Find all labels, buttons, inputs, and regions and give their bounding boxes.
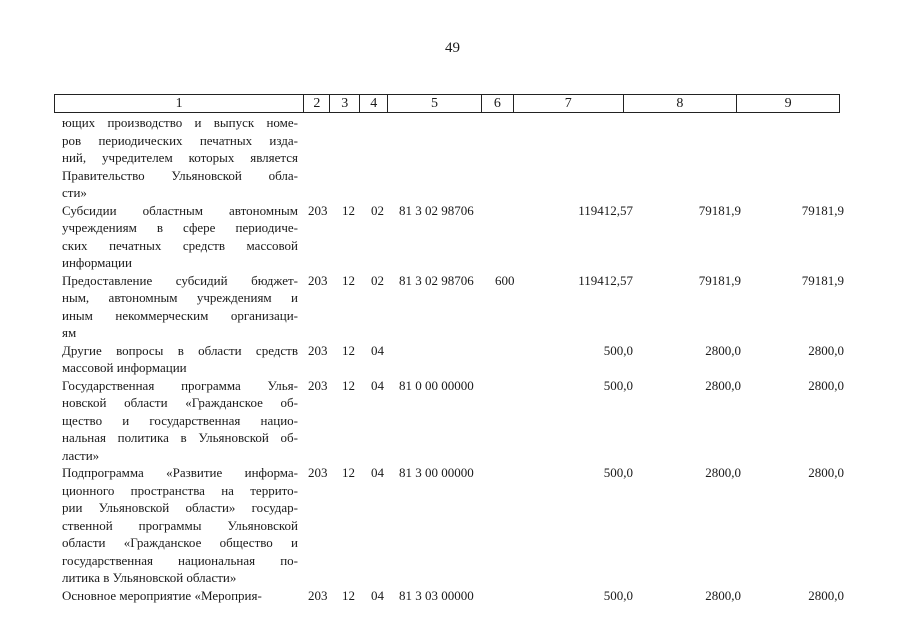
row-subsection: 04 xyxy=(371,377,384,393)
row-name-line: рии Ульяновской области» государ- xyxy=(62,500,298,515)
row-name-line: учреждениям в сфере периодиче- xyxy=(62,220,298,235)
row-sum-2: 2800,0 xyxy=(705,465,741,480)
header-col-1: 1 xyxy=(55,95,304,112)
row-name-line: ских печатных средств массовой xyxy=(62,237,298,253)
row-name-line: ям xyxy=(62,325,77,340)
row-name xyxy=(62,342,308,377)
table-row xyxy=(62,587,852,605)
row-name-line: информации xyxy=(62,255,132,270)
row-subsection: 04 xyxy=(371,465,384,480)
row-name xyxy=(62,464,308,587)
row-name xyxy=(62,587,308,605)
row-sum-2: 79181,9 xyxy=(698,272,741,288)
row-name-line: Предоставление субсидий бюджет- xyxy=(62,272,298,288)
row-name-line: Другие вопросы в области средств xyxy=(62,342,298,358)
row-name xyxy=(62,272,308,342)
row-name-line: Правительство Ульяновской обла- xyxy=(62,167,298,183)
row-name-line: Основное мероприятие «Мероприя- xyxy=(62,587,262,603)
header-col-7: 7 xyxy=(514,95,624,112)
row-grbs: 203 xyxy=(308,202,328,218)
header-col-9: 9 xyxy=(784,96,792,111)
row-name-line: массовой информации xyxy=(62,360,187,375)
row-name-line: ров периодических печатных изда- xyxy=(62,132,298,148)
row-name-line: нальная политика в Ульяновской об- xyxy=(62,430,298,445)
row-section: 12 xyxy=(342,587,355,603)
header-col-2: 2 xyxy=(304,95,330,112)
header-col-6: 6 xyxy=(482,95,514,112)
row-section: 12 xyxy=(342,465,355,480)
row-name xyxy=(62,202,308,272)
row-sum-1: 119412,57 xyxy=(578,272,633,288)
row-section: 12 xyxy=(342,342,355,358)
row-name-line: Субсидии областным автономным xyxy=(62,202,298,218)
row-section: 12 xyxy=(342,377,355,393)
row-name-line: ственной программы Ульяновской xyxy=(62,517,298,533)
page-number: 49 xyxy=(445,40,460,56)
row-name-line: ционного пространства на террито- xyxy=(62,482,298,498)
row-sum-2: 2800,0 xyxy=(705,587,741,603)
row-sum-1: 500,0 xyxy=(603,587,633,603)
row-grbs: 203 xyxy=(308,587,328,603)
row-sum-2: 79181,9 xyxy=(698,202,741,218)
table-row xyxy=(62,114,852,202)
row-sum-1: 500,0 xyxy=(603,377,633,393)
header-col-5: 5 xyxy=(388,95,482,112)
row-name xyxy=(62,377,308,465)
row-grbs: 203 xyxy=(308,377,328,393)
row-name-line: новской области «Гражданское об- xyxy=(62,395,298,410)
row-name-line: иным некоммерческим организаци- xyxy=(62,307,298,323)
row-subsection: 02 xyxy=(371,202,384,218)
header-col-8: 8 xyxy=(624,95,738,112)
row-sum-2: 2800,0 xyxy=(705,342,741,358)
table-row xyxy=(62,202,852,272)
row-subsection: 04 xyxy=(371,587,384,603)
row-name-line: государственная национальная по- xyxy=(62,552,298,568)
row-grbs: 203 xyxy=(308,272,328,288)
row-sum-3: 2800,0 xyxy=(808,377,844,393)
row-name xyxy=(62,114,308,202)
row-target-article: 81 3 00 00000 xyxy=(399,465,474,480)
row-name-line: Государственная программа Улья- xyxy=(62,377,298,393)
row-subsection: 02 xyxy=(371,272,384,288)
row-grbs: 203 xyxy=(308,342,328,358)
table-row xyxy=(62,464,852,587)
row-section: 12 xyxy=(342,202,355,218)
row-name-line: ний, учредителем которых является xyxy=(62,150,298,165)
row-sum-1: 119412,57 xyxy=(578,202,633,218)
row-name-line: ющих производство и выпуск номе- xyxy=(62,115,298,130)
row-subsection: 04 xyxy=(371,342,384,358)
row-sum-3: 2800,0 xyxy=(808,342,844,358)
row-grbs: 203 xyxy=(308,465,328,480)
table-body xyxy=(62,114,852,604)
header-col-4: 4 xyxy=(360,95,388,112)
header-col-3: 3 xyxy=(330,95,360,112)
row-target-article: 81 3 02 98706 xyxy=(399,202,474,218)
row-name-line: ласти» xyxy=(62,447,100,463)
row-name-line: щество и государственная нацио- xyxy=(62,412,298,428)
row-sum-3: 2800,0 xyxy=(808,587,844,603)
row-sum-1: 500,0 xyxy=(603,342,633,358)
row-section: 12 xyxy=(342,272,355,288)
table-header xyxy=(54,94,840,113)
table-row xyxy=(62,342,852,377)
row-name-line: Подпрограмма «Развитие информа- xyxy=(62,465,298,480)
table-row xyxy=(62,377,852,465)
row-target-article: 81 3 03 00000 xyxy=(399,587,474,603)
row-name-line: литика в Ульяновской области» xyxy=(62,570,237,585)
row-sum-3: 79181,9 xyxy=(801,272,844,288)
row-name-line: ным, автономным учреждениям и xyxy=(62,290,298,305)
row-name-line: сти» xyxy=(62,185,87,200)
row-sum-2: 2800,0 xyxy=(705,377,741,393)
row-target-article: 81 0 00 00000 xyxy=(399,377,474,393)
row-expense-type: 600 xyxy=(495,272,515,288)
row-sum-3: 79181,9 xyxy=(801,202,844,218)
row-target-article: 81 3 02 98706 xyxy=(399,272,474,288)
row-sum-3: 2800,0 xyxy=(808,465,844,480)
row-name-line: области «Гражданское общество и xyxy=(62,535,298,550)
table-row xyxy=(62,272,852,342)
row-sum-1: 500,0 xyxy=(603,465,633,480)
